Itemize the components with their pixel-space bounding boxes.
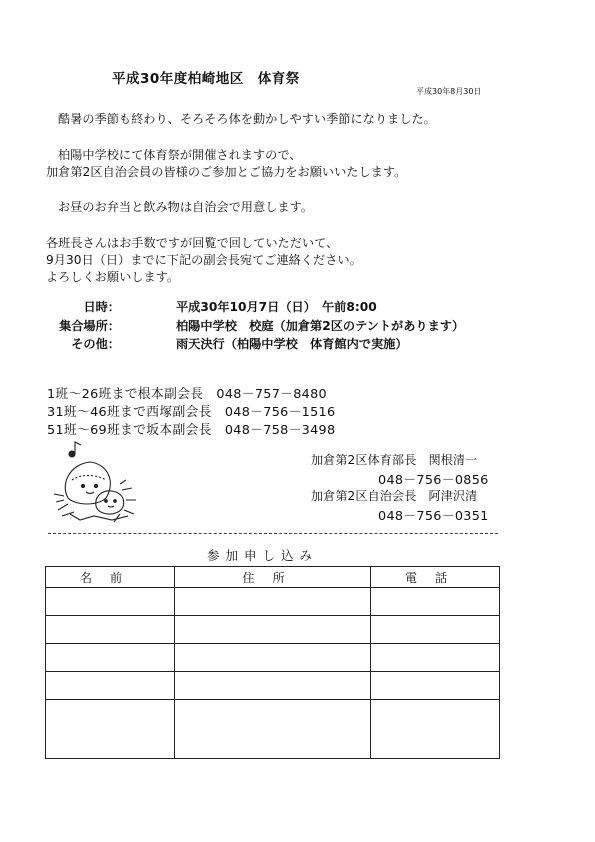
contact-line: 31班～46班まで西塚副会長 048－756－1516 — [47, 405, 336, 420]
signature-chairman: 加倉第2区自治会長 阿津沢清 — [311, 489, 478, 503]
application-form-table — [45, 566, 500, 759]
signature-chairman-phone: 048－756－0351 — [378, 509, 489, 524]
phone-cell[interactable] — [371, 672, 500, 700]
document-title: 平成30年度柏崎地区 体育祭 — [112, 71, 300, 87]
paragraph-lunch: お昼のお弁当と飲み物は自治会で用意します。 — [58, 200, 313, 214]
paragraph-request-line3: よろしくお願いします。 — [46, 270, 180, 284]
address-cell[interactable] — [175, 644, 371, 672]
contact-line: 51班～69班まで坂本副会長 048－758－3498 — [47, 423, 336, 438]
document-date: 平成30年8月30日 — [416, 87, 482, 96]
name-cell[interactable] — [46, 700, 175, 759]
name-cell[interactable] — [46, 616, 175, 644]
name-cell[interactable] — [46, 644, 175, 672]
contact-line: 1班～26班まで根本副会長 048－757－8480 — [47, 387, 328, 402]
address-cell[interactable] — [175, 672, 371, 700]
address-cell[interactable] — [175, 700, 371, 759]
paragraph-request-line2: 9月30日（日）までに下記の副会長宛てご連絡ください。 — [46, 253, 362, 267]
phone-cell[interactable] — [371, 588, 500, 616]
other-label: その他： — [71, 337, 120, 351]
place-value: 柏陽中学校 校庭（加倉第2区のテントがあります） — [176, 319, 465, 333]
column-header-address: 住所 — [175, 567, 371, 588]
paragraph-request-line1: 各班長さんはお手数ですが回覧で回していただいて、 — [46, 236, 339, 250]
paragraph-event-line1: 柏陽中学校にて体育祭が開催されますので、 — [58, 148, 302, 162]
address-cell[interactable] — [175, 588, 371, 616]
date-label: 日時： — [83, 300, 120, 314]
place-label: 集合場所： — [59, 319, 120, 333]
paragraph-event-line2: 加倉第2区自治会員の皆様のご参加とご協力をお願いいたします。 — [46, 165, 407, 179]
phone-cell[interactable] — [371, 644, 500, 672]
phone-cell[interactable] — [371, 616, 500, 644]
address-cell[interactable] — [175, 616, 371, 644]
column-header-phone: 電話 — [371, 567, 500, 588]
chestnut-characters-icon — [50, 440, 140, 525]
phone-cell[interactable] — [371, 700, 500, 759]
signature-sports-director-phone: 048－756－0856 — [378, 473, 489, 488]
other-value: 雨天決行（柏陽中学校 体育館内で実施） — [176, 337, 408, 351]
name-cell[interactable] — [46, 588, 175, 616]
signature-sports-director: 加倉第2区体育部長 関根清一 — [311, 453, 478, 467]
name-cell[interactable] — [46, 672, 175, 700]
paragraph-greeting: 酷暑の季節も終わり、そろそろ体を動かしやすい季節になりました。 — [58, 112, 436, 126]
date-value: 平成30年10月7日（日） 午前8:00 — [176, 300, 377, 314]
form-title: 参加申し込み — [207, 548, 319, 563]
column-header-name: 名前 — [46, 567, 175, 588]
cut-line — [48, 533, 498, 534]
